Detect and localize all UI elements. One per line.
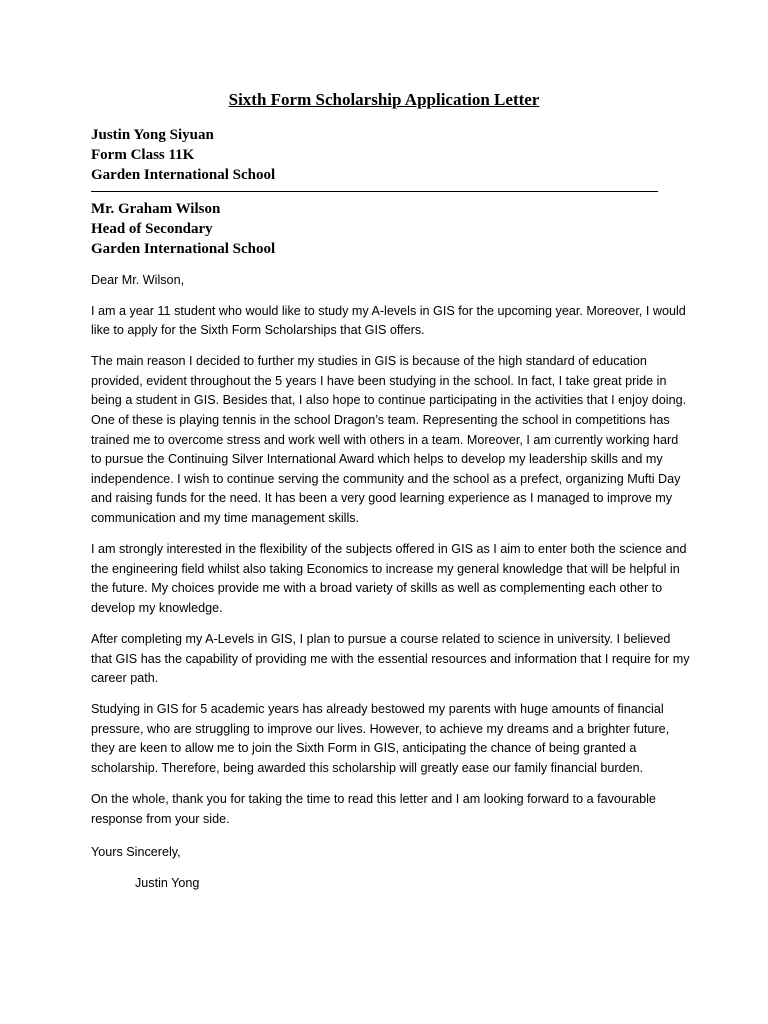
- body-paragraph: The main reason I decided to further my studies in GIS is because of the high standard of education provided, evident throughout the 5 years I have been studying in the school. In fact, I take great pride in being a student in GIS. Besides that, I also hope to continue participating in the activities that I enjoy doing. One of these is playing tennis in the school Dragon’s team. Representing the school in competitions has trained me to overcome stress and work well with others in a team. Moreover, I am currently working hard to pursue the Continuing Silver International Award which helps to develop my leadership skills and my independence. I wish to continue serving the community and the school as a prefect, organizing Mufti Day and raising funds for the need. It has been a very good learning experience as I managed to improve my communication and my time management skills.: [91, 354, 687, 526]
- salutation: Dear Mr. Wilson,: [91, 273, 185, 287]
- recipient-position: Head of Secondary: [91, 221, 213, 237]
- letter-title: Sixth Form Scholarship Application Letter: [228, 90, 540, 109]
- letter-body: [91, 271, 691, 906]
- body-paragraph: I am a year 11 student who would like to study my A-levels in GIS for the upcoming year. Moreover, I would like to apply for the Sixth Form Scholarships that GIS offers.: [91, 303, 686, 338]
- sender-school: Garden International School: [91, 167, 276, 183]
- recipient-block: [91, 199, 275, 259]
- sender-block: [91, 125, 275, 185]
- body-paragraph: On the whole, thank you for taking the time to read this letter and I am looking forward to a favourable response from your side.: [91, 792, 656, 826]
- closing: Yours Sincerely,: [91, 845, 181, 860]
- body-paragraph: After completing my A-Levels in GIS, I plan to pursue a course related to science in university. I believed that GIS has the capability of providing me with the essential resources and information that I require for my career path.: [91, 632, 690, 686]
- recipient-school: Garden International School: [91, 241, 276, 257]
- signature: Justin Yong: [135, 876, 200, 891]
- body-paragraph: I am strongly interested in the flexibility of the subjects offered in GIS as I aim to enter both the science and the engineering field whilst also taking Economics to increase my general knowledge that will be helpful in the future. My choices provide me with a broad variety of skills as well as complementing each other to develop my knowledge.: [91, 542, 687, 615]
- sender-form-class: Form Class 11K: [91, 147, 195, 163]
- body-paragraph: Studying in GIS for 5 academic years has already bestowed my parents with huge amounts of financial pressure, who are struggling to improve our lives. However, to achieve my dreams and a brighter future, they are keen to allow me to join the Sixth Form in GIS, anticipating the chance of being granted a scholarship. Therefore, being awarded this scholarship will greatly ease our family financial burden.: [91, 702, 670, 776]
- sender-name: Justin Yong Siyuan: [91, 127, 214, 143]
- recipient-name: Mr. Graham Wilson: [91, 201, 221, 217]
- header-divider: [91, 191, 658, 192]
